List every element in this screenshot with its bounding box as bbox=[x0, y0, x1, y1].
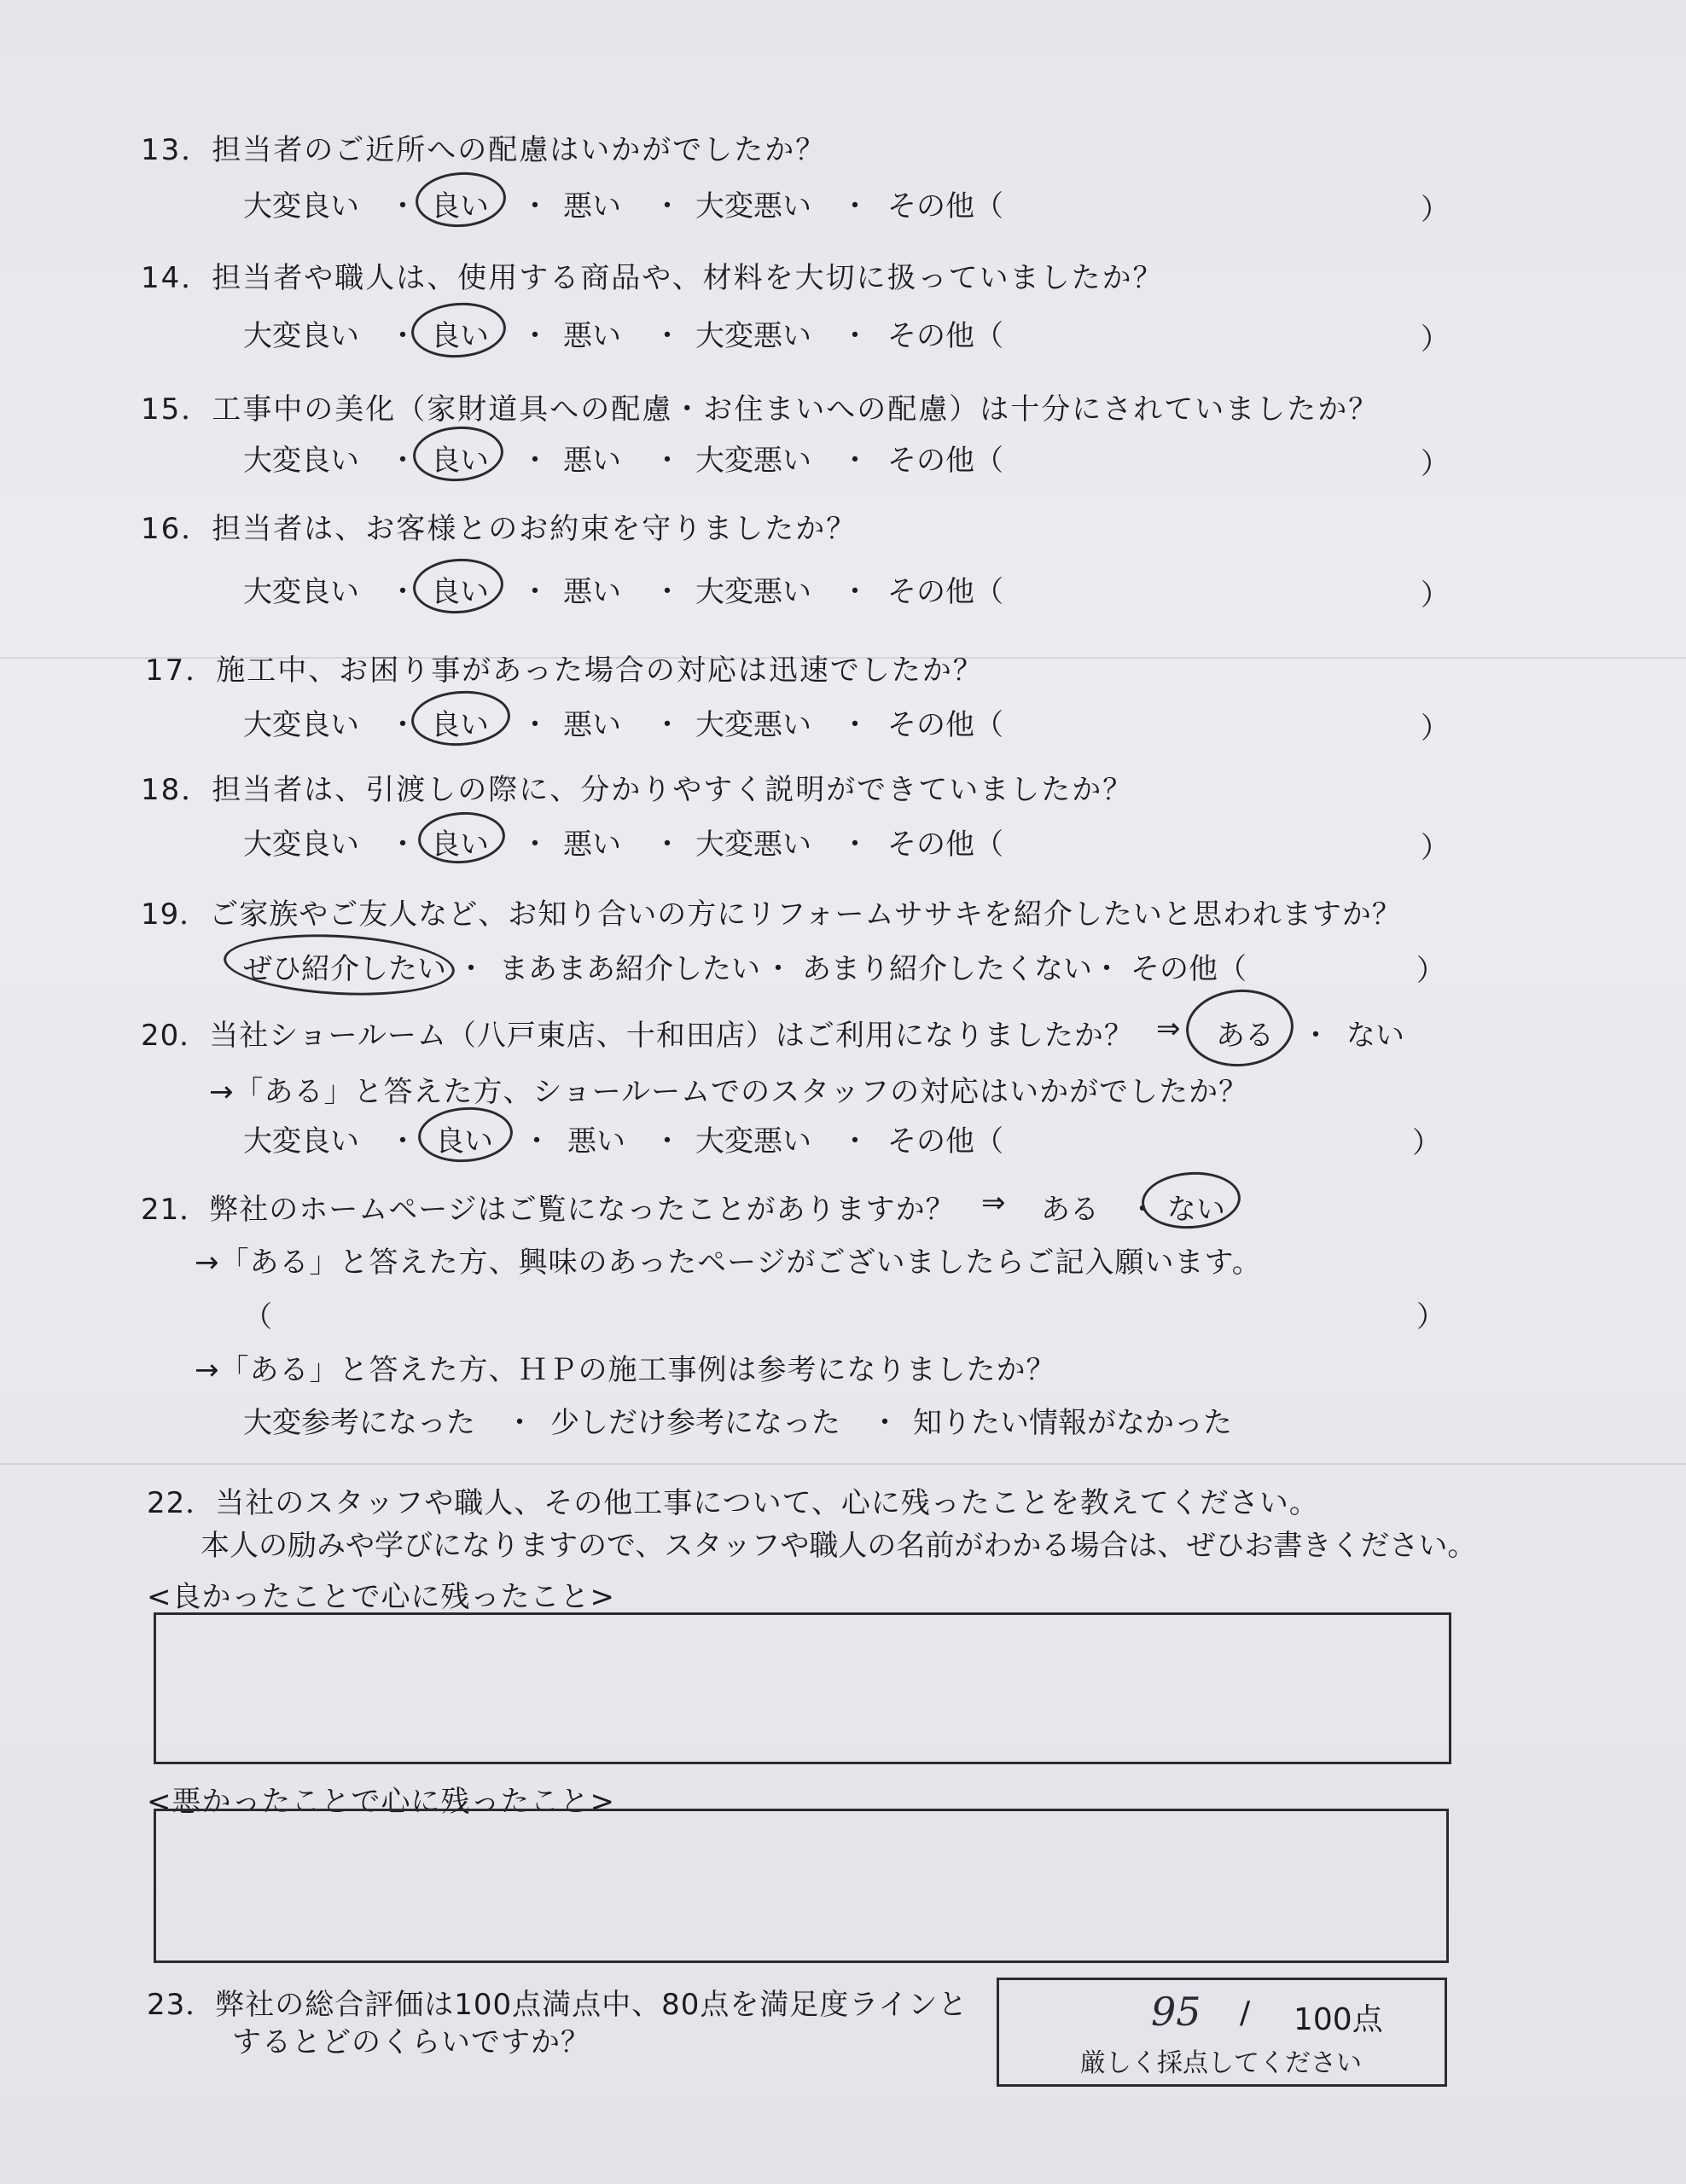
option-very-bad[interactable]: 大変悪い bbox=[695, 444, 811, 478]
separator: ・ bbox=[653, 708, 682, 742]
option-bad[interactable]: 悪い bbox=[563, 575, 621, 609]
option-not-really-recommend[interactable]: あまり紹介したくない bbox=[802, 952, 1092, 986]
question-13: 13．担当者のご近所への配慮はいかがでしたか？ bbox=[141, 133, 827, 167]
separator: ・ bbox=[840, 319, 869, 353]
good-memory-label: <良かったことで心に残ったこと> bbox=[147, 1580, 615, 1614]
option-bad[interactable]: 悪い bbox=[563, 189, 621, 224]
good-memory-textarea[interactable] bbox=[154, 1612, 1451, 1764]
question-23-line1: 23．弊社の総合評価は100点満点中、80点を満足度ラインと bbox=[147, 1988, 968, 2022]
separator: ・ bbox=[522, 1124, 551, 1159]
score-value: 95 bbox=[1151, 1989, 1201, 2035]
option-definitely-recommend[interactable]: ぜひ紹介したい bbox=[243, 952, 446, 986]
question-22: 22．当社のスタッフや職人、その他工事について、心に残ったことを教えてください。 bbox=[147, 1486, 1319, 1520]
score-box[interactable] bbox=[997, 1978, 1447, 2087]
other-close-paren: ） bbox=[1421, 831, 1450, 865]
option-very-helpful[interactable]: 大変参考になった bbox=[243, 1406, 475, 1440]
separator: ・ bbox=[520, 444, 549, 478]
separator: ・ bbox=[653, 319, 682, 353]
option-other[interactable]: その他（ bbox=[887, 1124, 1003, 1159]
option-very-good[interactable]: 大変良い bbox=[243, 708, 359, 742]
option-very-good[interactable]: 大変良い bbox=[243, 444, 359, 478]
option-good[interactable]: 良い bbox=[435, 1124, 493, 1159]
arrow-icon: ⇒ bbox=[981, 1186, 1006, 1220]
page-interest-field[interactable] bbox=[282, 1288, 1408, 1333]
separator: ・ bbox=[520, 189, 549, 224]
separator: ・ bbox=[840, 575, 869, 609]
separator: ・ bbox=[520, 708, 549, 742]
option-very-good[interactable]: 大変良い bbox=[243, 189, 359, 224]
separator: ・ bbox=[653, 189, 682, 224]
option-other[interactable]: その他（ bbox=[887, 575, 1003, 609]
question-19: 19．ご家族やご友人など、お知り合いの方にリフォームササキを紹介したいと思われますか？ bbox=[141, 897, 1402, 932]
separator: ・ bbox=[870, 1406, 899, 1440]
separator: ・ bbox=[653, 444, 682, 478]
separator: ・ bbox=[388, 575, 417, 609]
option-showroom-yes[interactable]: ある bbox=[1216, 1019, 1274, 1053]
option-very-bad[interactable]: 大変悪い bbox=[695, 189, 811, 224]
question-22-sub: 本人の励みや学びになりますので、スタッフや職人の名前がわかる場合は、ぜひお書きください。 bbox=[201, 1529, 1477, 1563]
option-very-bad[interactable]: 大変悪い bbox=[695, 828, 811, 862]
option-very-good[interactable]: 大変良い bbox=[243, 319, 359, 353]
option-good[interactable]: 良い bbox=[431, 828, 489, 862]
separator: ・ bbox=[653, 575, 682, 609]
separator: ・ bbox=[840, 444, 869, 478]
followup-20: →「ある」と答えた方、ショールームでのスタッフの対応はいかがでしたか？ bbox=[209, 1075, 1249, 1109]
question-20: 20．当社ショールーム（八戸東店、十和田店）はご利用になりましたか？ bbox=[141, 1019, 1134, 1053]
separator: ・ bbox=[456, 952, 485, 986]
option-very-bad[interactable]: 大変悪い bbox=[695, 708, 811, 742]
question-23-line2: するとどのくらいですか？ bbox=[232, 2025, 590, 2059]
separator: ・ bbox=[388, 319, 417, 353]
other-close-paren: ） bbox=[1421, 322, 1450, 357]
other-close-paren: ） bbox=[1421, 712, 1450, 746]
option-bad[interactable]: 悪い bbox=[563, 828, 621, 862]
option-good[interactable]: 良い bbox=[431, 189, 489, 224]
bad-memory-label: <悪かったことで心に残ったこと> bbox=[147, 1785, 615, 1819]
separator: ・ bbox=[520, 319, 549, 353]
option-other[interactable]: その他（ bbox=[887, 444, 1003, 478]
followup-21-cases: →「ある」と答えた方、ＨＰの施工事例は参考になりましたか？ bbox=[195, 1353, 1056, 1387]
separator: ・ bbox=[505, 1406, 534, 1440]
option-good[interactable]: 良い bbox=[431, 575, 489, 609]
write-in-close-paren: ） bbox=[1416, 1300, 1445, 1334]
option-other[interactable]: その他（ bbox=[887, 319, 1003, 353]
option-other[interactable]: その他（ bbox=[1131, 952, 1247, 986]
option-good[interactable]: 良い bbox=[431, 444, 489, 478]
option-bad[interactable]: 悪い bbox=[563, 319, 621, 353]
question-18: 18．担当者は、引渡しの際に、分かりやすく説明ができていましたか？ bbox=[141, 773, 1134, 807]
option-bad[interactable]: 悪い bbox=[563, 444, 621, 478]
separator: ・ bbox=[840, 708, 869, 742]
option-showroom-no[interactable]: ない bbox=[1346, 1019, 1404, 1053]
separator: ・ bbox=[840, 189, 869, 224]
option-homepage-no[interactable]: ない bbox=[1167, 1193, 1225, 1227]
other-close-paren: ） bbox=[1416, 954, 1445, 988]
separator: ・ bbox=[840, 1124, 869, 1159]
separator: ・ bbox=[1128, 1193, 1157, 1227]
option-slightly-helpful[interactable]: 少しだけ参考になった bbox=[550, 1406, 840, 1440]
arrow-icon: ⇒ bbox=[1156, 1012, 1181, 1046]
question-21: 21．弊社のホームページはご覧になったことがありますか？ bbox=[141, 1193, 956, 1227]
separator: ・ bbox=[388, 444, 417, 478]
separator: ・ bbox=[653, 828, 682, 862]
separator: ・ bbox=[520, 828, 549, 862]
other-close-paren: ） bbox=[1412, 1126, 1441, 1160]
option-homepage-yes[interactable]: ある bbox=[1041, 1193, 1099, 1227]
separator: ・ bbox=[388, 708, 417, 742]
option-bad[interactable]: 悪い bbox=[563, 708, 621, 742]
separator: ・ bbox=[388, 1124, 417, 1159]
separator: ・ bbox=[520, 575, 549, 609]
other-close-paren: ） bbox=[1421, 578, 1450, 613]
separator: ・ bbox=[840, 828, 869, 862]
option-very-bad[interactable]: 大変悪い bbox=[695, 319, 811, 353]
separator: ・ bbox=[764, 952, 793, 986]
question-15: 15．工事中の美化（家財道具への配慮・お住まいへの配慮）は十分にされていましたか？ bbox=[141, 392, 1380, 427]
option-other[interactable]: その他（ bbox=[887, 708, 1003, 742]
separator: ・ bbox=[1301, 1019, 1330, 1053]
score-note: 厳しく採点してください bbox=[1080, 2048, 1362, 2078]
option-other[interactable]: その他（ bbox=[887, 828, 1003, 862]
option-very-good[interactable]: 大変良い bbox=[243, 828, 359, 862]
separator: ・ bbox=[653, 1124, 682, 1159]
other-close-paren: ） bbox=[1421, 193, 1450, 227]
option-other[interactable]: その他（ bbox=[887, 189, 1003, 224]
option-very-bad[interactable]: 大変悪い bbox=[695, 1124, 811, 1159]
followup-21-pages: →「ある」と答えた方、興味のあったページがございましたらご記入願います。 bbox=[195, 1246, 1262, 1280]
separator: ・ bbox=[1092, 952, 1121, 986]
bad-memory-textarea[interactable] bbox=[154, 1809, 1449, 1963]
write-in-open-paren: （ bbox=[243, 1300, 272, 1334]
option-somewhat-recommend[interactable]: まあまあ紹介したい bbox=[499, 952, 760, 986]
option-very-good[interactable]: 大変良い bbox=[243, 575, 359, 609]
score-slash: / bbox=[1240, 1995, 1251, 2030]
option-good[interactable]: 良い bbox=[431, 708, 489, 742]
question-14: 14．担当者や職人は、使用する商品や、材料を大切に扱っていましたか？ bbox=[141, 261, 1164, 295]
other-close-paren: ） bbox=[1421, 447, 1450, 481]
separator: ・ bbox=[388, 189, 417, 224]
question-17: 17．施工中、お困り事があった場合の対応は迅速でしたか？ bbox=[145, 653, 984, 688]
option-no-useful-info[interactable]: 知りたい情報がなかった bbox=[913, 1406, 1232, 1440]
option-good[interactable]: 良い bbox=[431, 319, 489, 353]
score-max: 100点 bbox=[1294, 2002, 1383, 2037]
option-bad[interactable]: 悪い bbox=[567, 1124, 625, 1159]
paper-fold bbox=[0, 1463, 1686, 1465]
option-very-good[interactable]: 大変良い bbox=[243, 1124, 359, 1159]
separator: ・ bbox=[388, 828, 417, 862]
question-16: 16．担当者は、お客様とのお約束を守りましたか？ bbox=[141, 512, 858, 546]
option-very-bad[interactable]: 大変悪い bbox=[695, 575, 811, 609]
